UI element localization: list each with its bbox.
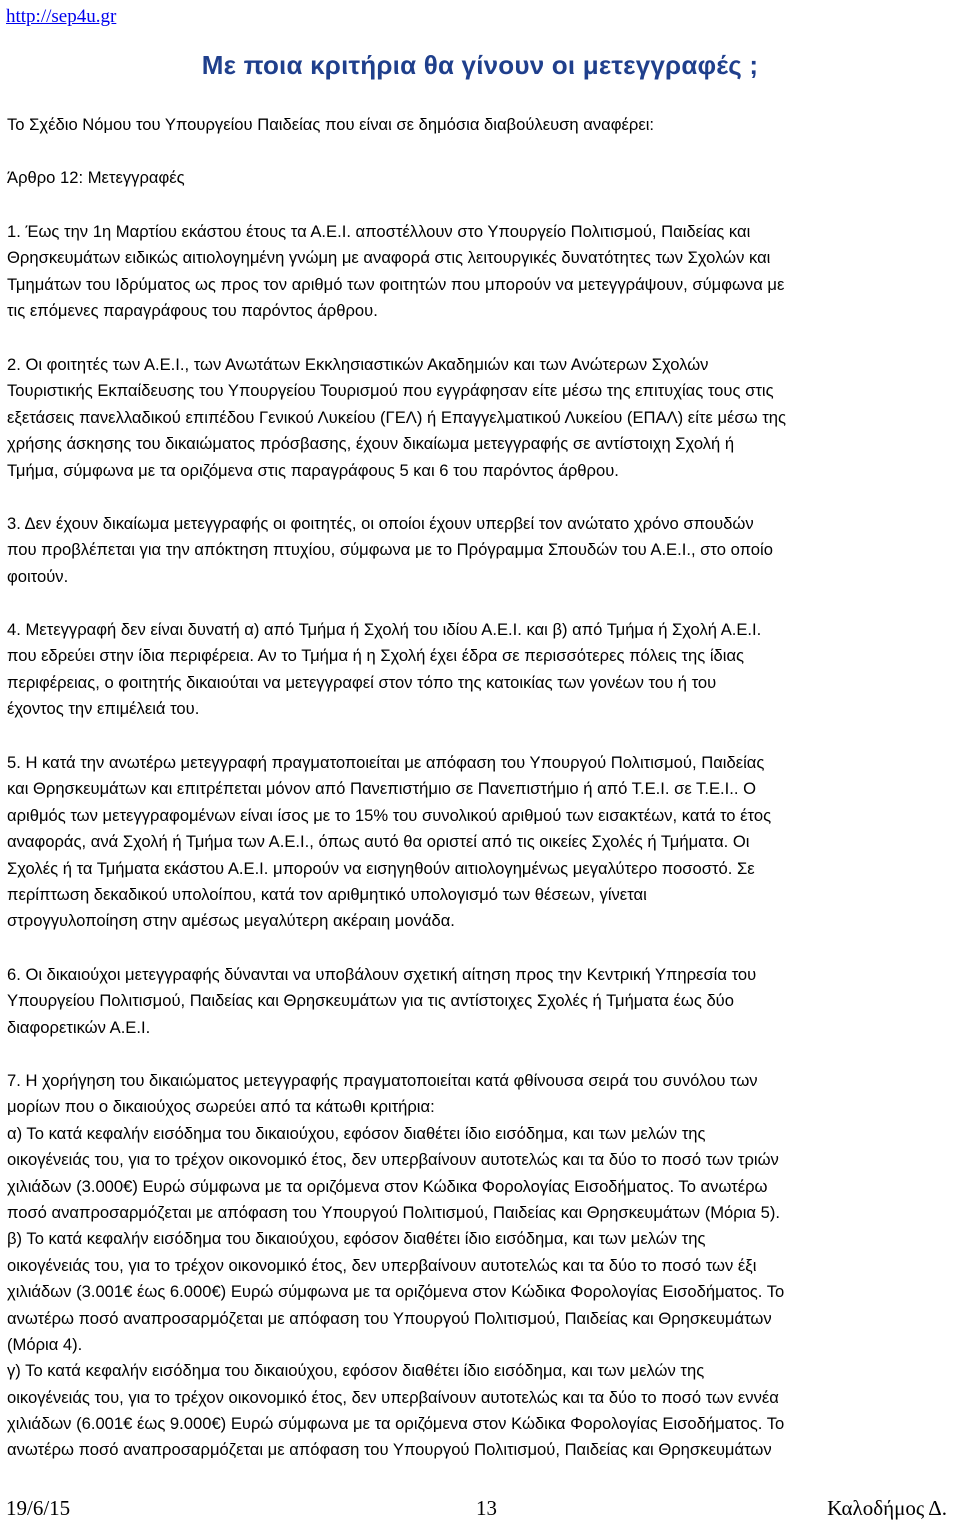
paragraph-line: που εδρεύει στην ίδια περιφέρεια. Αν το Τμήμα ή η Σχολή έχει έδρα σε περισσότερες πόλεις της ίδιας <box>7 646 745 666</box>
paragraph-line: και Θρησκευμάτων και επιτρέπεται μόνον από Πανεπιστήμιο σε Πανεπιστήμιο ή από Τ.Ε.Ι. σε Τ.Ε.Ι.. Ο <box>7 779 757 799</box>
paragraph-line: β) Το κατά κεφαλήν εισόδημα του δικαιούχου, εφόσον διαθέτει ίδιο εισόδημα, και των μελών της <box>7 1229 706 1249</box>
paragraph-line: 1. Έως την 1η Μαρτίου εκάστου έτους τα Α.Ε.Ι. αποστέλλουν στο Υπουργείο Πολιτισμού, Παιδείας και <box>7 222 751 241</box>
footer-author: Καλοδήμος Δ. <box>827 1496 947 1520</box>
paragraph-line: χιλιάδων (6.001€ έως 9.000€) Ευρώ σύμφωνα με τα οριζόμενα στον Κώδικα Φορολογίας Εισοδήματος. Το <box>7 1414 785 1434</box>
intro-text <box>7 112 957 138</box>
paragraph-line: περίπτωση δεκαδικού υπολοίπου, κατά τον αριθμητικό υπολογισμό των θέσεων, γίνεται <box>7 884 647 904</box>
paragraph-line: χιλιάδων (3.000€) Ευρώ σύμφωνα με τα οριζόμενα στον Κώδικα Φορολογίας Εισοδήματος. Το ανωτέρω <box>7 1176 768 1196</box>
paragraph-line: 4. Μετεγγραφή δεν είναι δυνατή α) από Τμήμα ή Σχολή του ιδίου Α.Ε.Ι. και β) από Τμήμα ή Σχολή Α.Ε.Ι. <box>7 620 762 639</box>
article-heading <box>7 165 957 191</box>
paragraph-line: χρήσης άσκησης του δικαιώματος πρόσβασης, έχουν δικαίωμα μετεγγραφής σε αντίστοιχη Σχολή ή <box>7 434 735 454</box>
paragraph-line: τις επόμενες παραγράφους του παρόντος άρθρου. <box>7 301 378 321</box>
article-line: Άρθρο 12: Μετεγγραφές <box>7 168 185 187</box>
paragraph-line: αναφοράς, ανά Σχολή ή Τμήμα των Α.Ε.Ι., όπως αυτό θα οριστεί από τις οικείες Σχολές ή Τμήματα. Οι <box>7 832 750 852</box>
paragraph-line: μορίων που ο δικαιούχος σωρεύει από τα κάτωθι κριτήρια: <box>7 1097 435 1117</box>
paragraph-3 <box>7 511 957 590</box>
paragraph-line: Τουριστικής Εκπαίδευσης του Υπουργείου Τουρισμού που εγγράφησαν είτε μέσω της επιτυχίας τους στις <box>7 381 774 401</box>
paragraph-1 <box>7 219 957 325</box>
paragraph-line: έχοντος την επιμέλειά του. <box>7 699 200 719</box>
paragraph-line: οικογένειάς του, για το τρέχον οικονομικό έτος, δεν υπερβαίνουν αυτοτελώς και τα δύο το ποσό των τριών <box>7 1150 779 1170</box>
paragraph-line: ανωτέρω ποσό αναπροσαρμόζεται με απόφαση του Υπουργού Πολιτισμού, Παιδείας και Θρησκευμάτων <box>7 1440 772 1460</box>
paragraph-2 <box>7 352 957 484</box>
paragraph-line: περιφέρειας, ο φοιτητής δικαιούται να μετεγγραφεί στον τόπο της κατοικίας των γονέων του ή του <box>7 672 717 692</box>
page-title: Με ποια κριτήρια θα γίνουν οι μετεγγραφές ; <box>201 50 759 80</box>
paragraph-line: Τμήμα, σύμφωνα με τα οριζόμενα στις παραγράφους 5 και 6 του παρόντος άρθρου. <box>7 460 619 480</box>
paragraph-line: 3. Δεν έχουν δικαίωμα μετεγγραφής οι φοιτητές, οι οποίοι έχουν υπερβεί τον ανώτατο χρόνο σπουδών <box>7 514 754 533</box>
paragraph-5 <box>7 750 957 935</box>
paragraph-line: ποσό αναπροσαρμόζεται με απόφαση του Υπουργού Πολιτισμού, Παιδείας και Θρησκευμάτων (Μόρια 5). <box>7 1202 780 1222</box>
paragraph-line: αριθμός των μετεγγραφομένων είναι ίσος με το 15% του συνολικού αριθμού των εισακτέων, κατά το έτος <box>7 805 772 825</box>
paragraph-line: 6. Οι δικαιούχοι μετεγγραφής δύνανται να υποβάλουν σχετική αίτηση προς την Κεντρική Υπηρεσία του <box>7 965 757 984</box>
paragraph-line: χιλιάδων (3.001€ έως 6.000€) Ευρώ σύμφωνα με τα οριζόμενα στον Κώδικα Φορολογίας Εισοδήματος. Το <box>7 1282 785 1302</box>
paragraph-4 <box>7 617 957 723</box>
paragraph-line: διαφορετικών Α.Ε.Ι. <box>7 1017 151 1037</box>
paragraph-line: φοιτούν. <box>7 566 69 586</box>
paragraph-line: 5. Η κατά την ανωτέρω μετεγγραφή πραγματοποιείται με απόφαση του Υπουργού Πολιτισμού, Παιδείας <box>7 753 765 772</box>
paragraph-line: α) Το κατά κεφαλήν εισόδημα του δικαιούχου, εφόσον διαθέτει ίδιο εισόδημα, και των μελών της <box>7 1123 706 1143</box>
paragraph-line: ανωτέρω ποσό αναπροσαρμόζεται με απόφαση του Υπουργού Πολιτισμού, Παιδείας και Θρησκευμάτων <box>7 1308 772 1328</box>
footer-date: 19/6/15 <box>6 1496 71 1520</box>
paragraph-6 <box>7 962 957 1041</box>
paragraph-line: που προβλέπεται για την απόκτηση πτυχίου, σύμφωνα με το Πρόγραμμα Σπουδών του Α.Ε.Ι., στο οποίο <box>7 540 773 560</box>
paragraph-7 <box>7 1068 957 1464</box>
page-footer <box>0 1496 960 1522</box>
paragraph-line: Υπουργείου Πολιτισμού, Παιδείας και Θρησκευμάτων για τις αντίστοιχες Σχολές ή Τμήματα έως δύο <box>7 991 734 1011</box>
paragraph-line: γ) Το κατά κεφαλήν εισόδημα του δικαιούχου, εφόσον διαθέτει ίδιο εισόδημα, και των μελών της <box>7 1361 705 1381</box>
paragraph-line: οικογένειάς του, για το τρέχον οικονομικό έτος, δεν υπερβαίνουν αυτοτελώς και τα δύο το ποσό των εννέα <box>7 1387 779 1407</box>
paragraph-line: στρογγυλοποίηση στην αμέσως μεγαλύτερη ακέραιη μονάδα. <box>7 911 455 931</box>
paragraph-line: Τμημάτων του Ιδρύματος ως προς τον αριθμό των φοιτητών που μπορούν να μετεγγράψουν, σύμφωνα με <box>7 274 785 294</box>
intro-line: Το Σχέδιο Νόμου του Υπουργείου Παιδείας που είναι σε δημόσια διαβούλευση αναφέρει: <box>7 115 655 134</box>
paragraph-line: οικογένειάς του, για το τρέχον οικονομικό έτος, δεν υπερβαίνουν αυτοτελώς και τα δύο το ποσό των έξι <box>7 1255 757 1275</box>
footer-page-number: 13 <box>476 1496 497 1520</box>
paragraph-line: 7. Η χορήγηση του δικαιώματος μετεγγραφής πραγματοποιείται κατά φθίνουσα σειρά του συνόλου των <box>7 1071 758 1090</box>
paragraph-line: Σχολές ή τα Τμήματα εκάστου Α.Ε.Ι. μπορούν να εισηγηθούν αιτιολογημένως μεγαλύτερο ποσοστό. Σε <box>7 858 755 878</box>
paragraph-line: εξετάσεις πανελλαδικού επιπέδου Γενικού Λυκείου (ΓΕΛ) ή Επαγγελματικού Λυκείου (ΕΠΑΛ) είτε μέσω της <box>7 407 786 427</box>
paragraph-line: 2. Οι φοιτητές των Α.Ε.Ι., των Ανωτάτων Εκκλησιαστικών Ακαδημιών και των Ανώτερων Σχολών <box>7 355 709 374</box>
source-link[interactable]: http://sep4u.gr <box>6 6 117 27</box>
paragraph-line: Θρησκευμάτων ειδικώς αιτιολογημένη γνώμη με αναφορά στις λειτουργικές δυνατότητες των Σχολών και <box>7 248 771 268</box>
paragraph-line: (Μόρια 4). <box>7 1334 83 1354</box>
